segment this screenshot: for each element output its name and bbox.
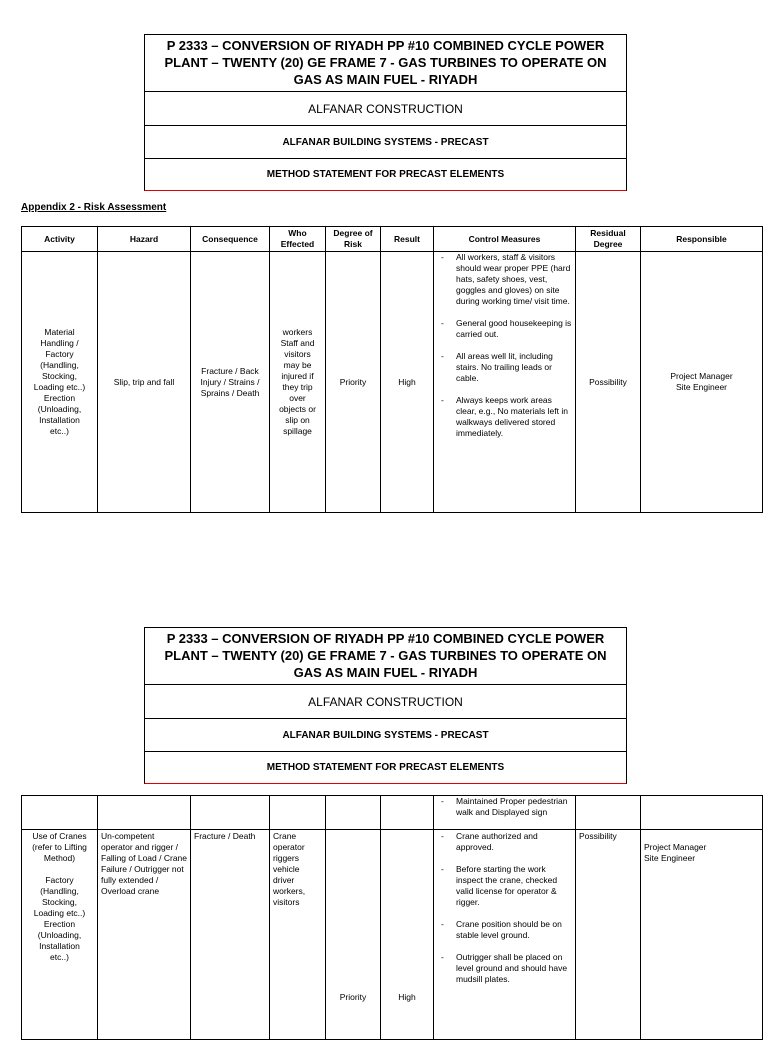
- table-header-row: [22, 227, 763, 252]
- control-measures-cell: [434, 796, 576, 830]
- control-measure-item: - Crane position should be on stable level ground.: [437, 919, 572, 941]
- degree-of-risk-cell: Priority: [326, 252, 381, 513]
- column-header: Degree of Risk: [326, 227, 381, 252]
- result-cell: High: [381, 252, 434, 513]
- control-measure-item: - Outrigger shall be placed on level ground and should have mudsill plates.: [437, 952, 572, 985]
- hazard-cell: Slip, trip and fall: [98, 252, 191, 513]
- control-measures-cell: [434, 830, 576, 1040]
- column-header: Activity: [22, 227, 98, 252]
- residual-degree-cell: Possibility: [576, 830, 641, 1040]
- responsible-cell: Project Manager Site Engineer: [641, 252, 763, 513]
- company-name: ALFANAR CONSTRUCTION: [145, 92, 626, 126]
- hazard-cell: Un-competent operator and rigger / Falling of Load / Crane Failure / Outrigger not fully extended / Overload crane: [98, 830, 191, 1040]
- column-header: Hazard: [98, 227, 191, 252]
- control-measure-item: - General good housekeeping is carried out.: [437, 318, 572, 340]
- column-header: Residual Degree: [576, 227, 641, 252]
- control-measure-item: - Always keeps work areas clear, e.g., No materials left in walkways delivered stored immediately.: [437, 395, 572, 439]
- activity-cell: Material Handling / Factory (Handling, Stocking, Loading etc..) Erection (Unloading, Installation etc..): [22, 252, 98, 513]
- project-title: P 2333 – CONVERSION OF RIYADH PP #10 COMBINED CYCLE POWER PLANT – TWENTY (20) GE FRAME 7 - GAS TURBINES TO OPERATE ON GAS AS MAIN FUEL - RIYADH: [145, 35, 626, 92]
- table-row: [22, 252, 763, 513]
- document-header-1: [144, 34, 627, 191]
- division-name: ALFANAR BUILDING SYSTEMS - PRECAST: [145, 719, 626, 752]
- risk-assessment-table-continued: [21, 795, 763, 1040]
- document-header-2: [144, 627, 627, 784]
- column-header: Control Measures: [434, 227, 576, 252]
- residual-degree-cell: Possibility: [576, 252, 641, 513]
- division-name: ALFANAR BUILDING SYSTEMS - PRECAST: [145, 126, 626, 159]
- column-header: Result: [381, 227, 434, 252]
- consequence-cell: Fracture / Death: [191, 830, 270, 1040]
- control-measure-item: - Crane authorized and approved.: [437, 831, 572, 853]
- degree-of-risk-cell: Priority: [326, 830, 381, 1040]
- control-measures-cell: [434, 252, 576, 513]
- column-header: Responsible: [641, 227, 763, 252]
- control-measure-item: - All areas well lit, including stairs. No trailing leads or cable.: [437, 351, 572, 384]
- appendix-title: Appendix 2 - Risk Assessment: [21, 202, 167, 213]
- who-effected-cell: workers Staff and visitors may be injured if they trip over objects or slip on spillage: [270, 252, 326, 513]
- risk-assessment-table: [21, 226, 763, 513]
- responsible-cell: Project Manager Site Engineer: [641, 830, 763, 1040]
- project-title: P 2333 – CONVERSION OF RIYADH PP #10 COMBINED CYCLE POWER PLANT – TWENTY (20) GE FRAME 7 - GAS TURBINES TO OPERATE ON GAS AS MAIN FUEL - RIYADH: [145, 628, 626, 685]
- result-cell: High: [381, 830, 434, 1040]
- document-name: METHOD STATEMENT FOR PRECAST ELEMENTS: [266, 169, 505, 180]
- consequence-cell: Fracture / Back Injury / Strains / Sprains / Death: [191, 252, 270, 513]
- column-header: Consequence: [191, 227, 270, 252]
- control-measure-item: - Before starting the work inspect the crane, checked valid license for operator & rigger.: [437, 864, 572, 908]
- column-header: Who Effected: [270, 227, 326, 252]
- company-name: ALFANAR CONSTRUCTION: [145, 685, 626, 719]
- document-name: METHOD STATEMENT FOR PRECAST ELEMENTS: [266, 762, 505, 773]
- who-effected-cell: Crane operator riggers vehicle driver workers, visitors: [270, 830, 326, 1040]
- activity-cell: Use of Cranes (refer to Lifting Method) Factory (Handling, Stocking, Loading etc..) Erection (Unloading, Installation etc..): [22, 830, 98, 1040]
- table-row: [22, 796, 763, 830]
- control-measure-item: - All workers, staff & visitors should wear proper PPE (hard hats, safety shoes, vest, goggles and gloves) on site during working time/ visit time.: [437, 252, 572, 307]
- table-row: [22, 830, 763, 1040]
- control-measure-item: - Maintained Proper pedestrian walk and Displayed sign: [437, 796, 572, 818]
